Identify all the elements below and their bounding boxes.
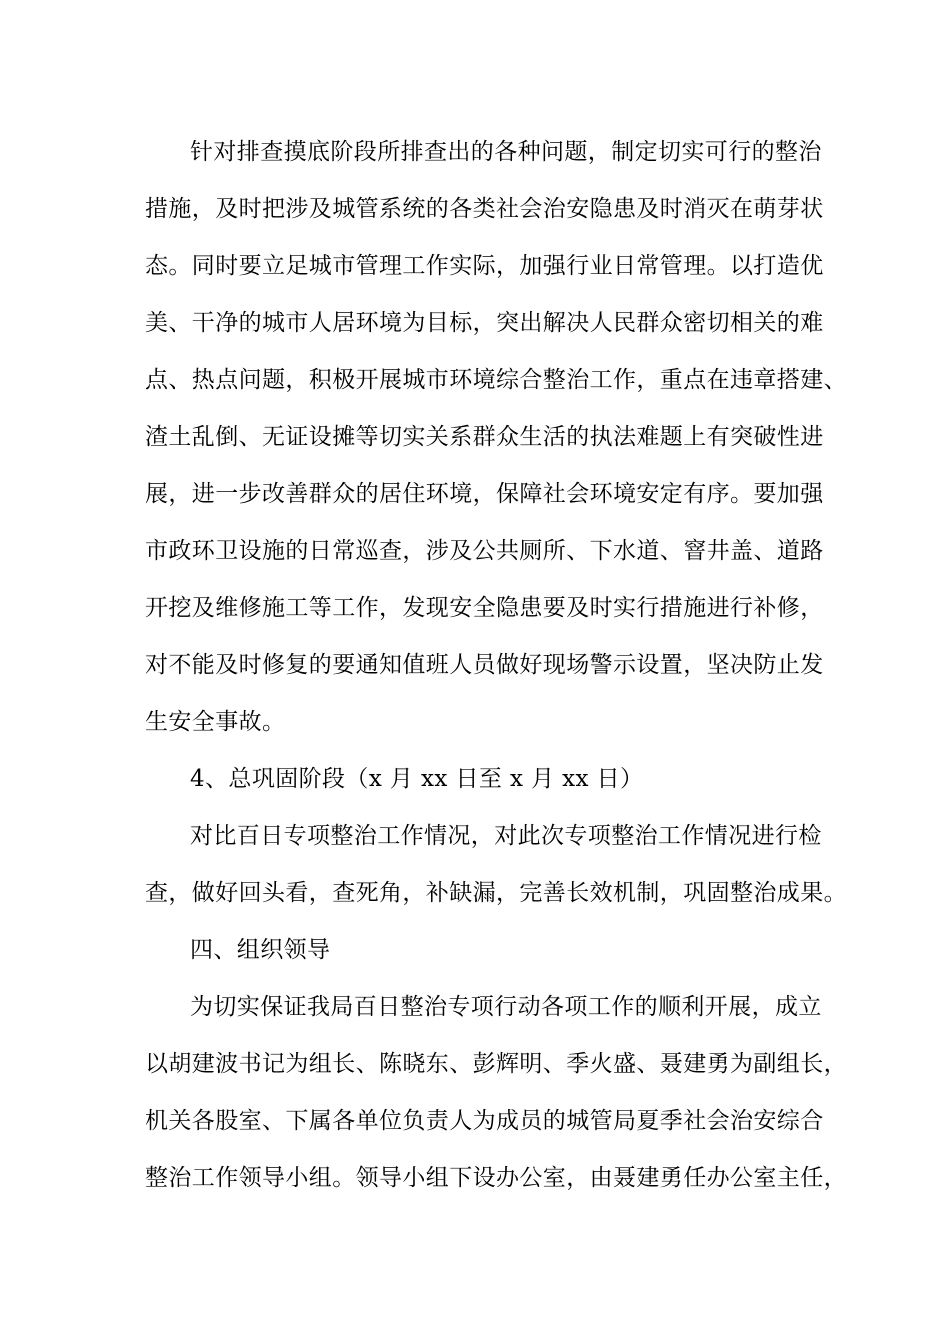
paragraph-1-line-11: 生安全事故。 bbox=[145, 709, 286, 735]
paragraph-1-line-5: 点、热点问题，积极开展城市环境综合整治工作，重点在违章搭建、 bbox=[145, 367, 847, 393]
paragraph-3-line-3: 机关各股室、下属各单位负责人为成员的城管局夏季社会治安综合 bbox=[145, 1108, 824, 1134]
section-heading-organization: 四、组织领导 bbox=[190, 937, 331, 963]
paragraph-3-line-1: 为切实保证我局百日整治专项行动各项工作的顺利开展，成立 bbox=[190, 994, 822, 1020]
section-heading-stage-4: 4、总巩固阶段（x 月 xx 日至 x 月 xx 日） bbox=[190, 766, 644, 792]
paragraph-1-line-4: 美、干净的城市人居环境为目标，突出解决人民群众密切相关的难 bbox=[145, 310, 824, 336]
paragraph-1-line-2: 措施，及时把涉及城管系统的各类社会治安隐患及时消灭在萌芽状 bbox=[145, 196, 824, 222]
paragraph-1-line-1: 针对排查摸底阶段所排查出的各种问题，制定切实可行的整治 bbox=[190, 139, 822, 165]
paragraph-1-line-6: 渣土乱倒、无证设摊等切实关系群众生活的执法难题上有突破性进 bbox=[145, 424, 824, 450]
paragraph-3-line-4: 整治工作领导小组。领导小组下设办公室，由聂建勇任办公室主任， bbox=[145, 1165, 847, 1191]
paragraph-1-line-8: 市政环卫设施的日常巡查，涉及公共厕所、下水道、窨井盖、道路 bbox=[145, 538, 824, 564]
paragraph-2-line-2: 查，做好回头看，查死角，补缺漏，完善长效机制，巩固整治成果。 bbox=[145, 880, 847, 906]
paragraph-1-line-9: 开挖及维修施工等工作，发现安全隐患要及时实行措施进行补修， bbox=[145, 595, 824, 621]
paragraph-3-line-2: 以胡建波书记为组长、陈晓东、彭辉明、季火盛、聂建勇为副组长， bbox=[145, 1051, 847, 1077]
paragraph-1-line-7: 展，进一步改善群众的居住环境，保障社会环境安定有序。要加强 bbox=[145, 481, 824, 507]
paragraph-1-line-3: 态。同时要立足城市管理工作实际，加强行业日常管理。以打造优 bbox=[145, 253, 824, 279]
paragraph-2-line-1: 对比百日专项整治工作情况，对此次专项整治工作情况进行检 bbox=[190, 823, 822, 849]
paragraph-1-line-10: 对不能及时修复的要通知值班人员做好现场警示设置，坚决防止发 bbox=[145, 652, 824, 678]
